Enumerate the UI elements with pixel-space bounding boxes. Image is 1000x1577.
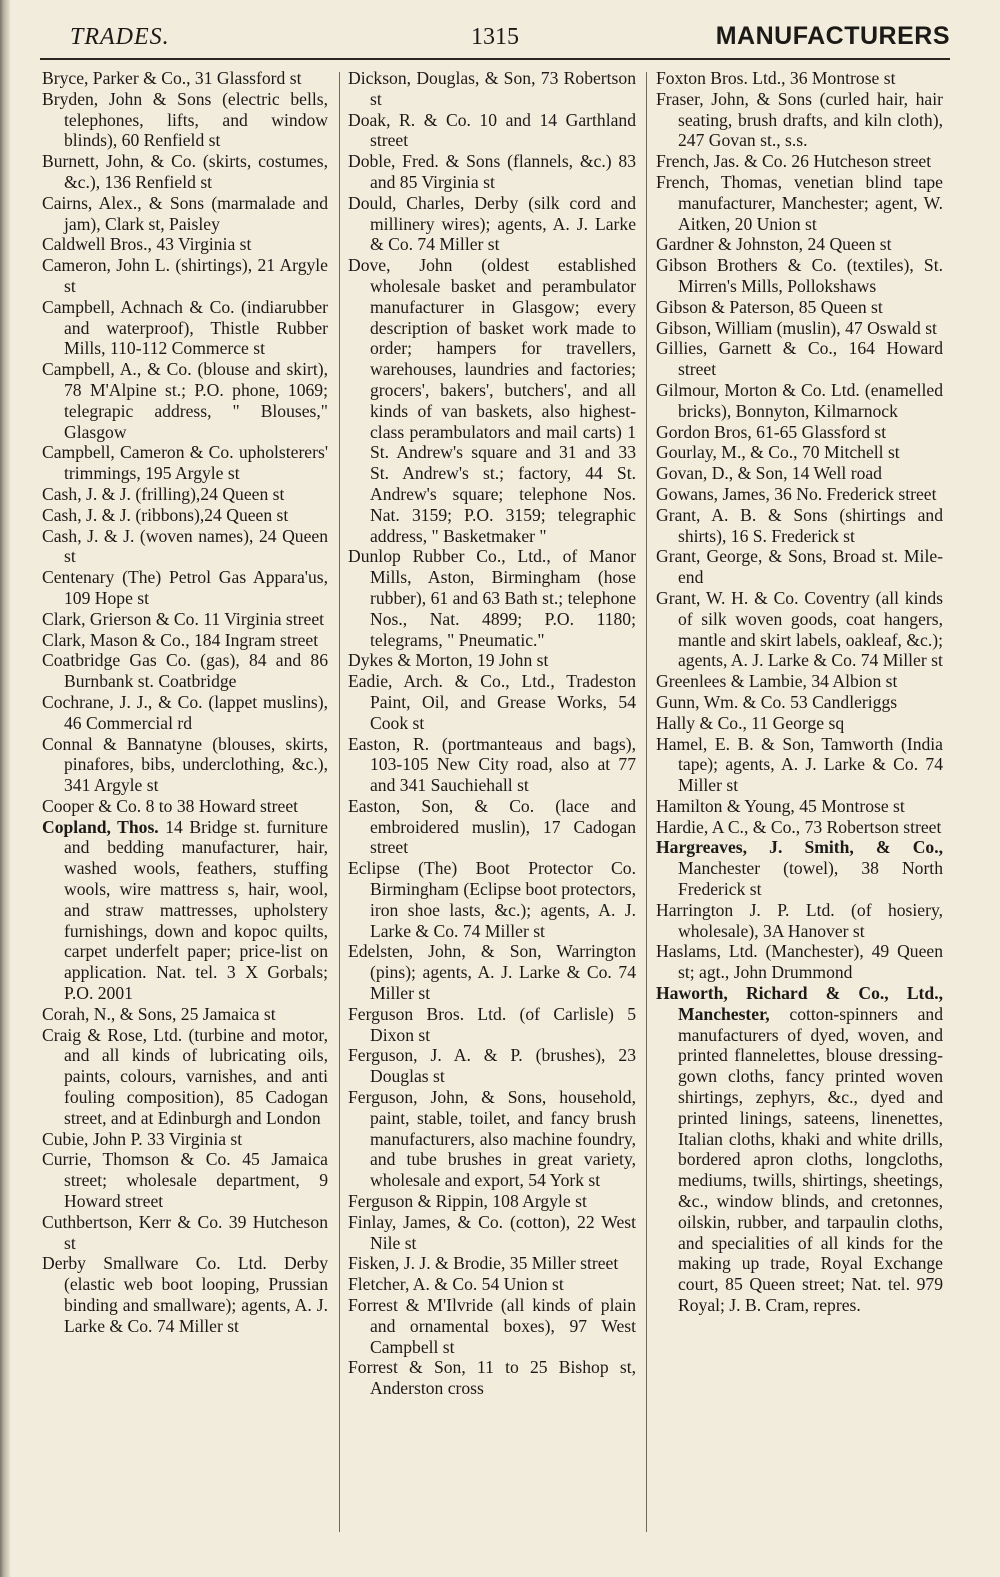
directory-entry	[348, 1357, 636, 1399]
entry-text: Craig & Rose, Ltd. (turbine and motor, and all kinds of lubricating oils, paints, colours, varnishes, and anti fouling composition), 85 Cadogan street, and at Edinburgh and London	[42, 1024, 328, 1128]
directory-column-1	[42, 68, 328, 1525]
directory-entry	[348, 734, 636, 796]
directory-entry	[348, 1212, 636, 1254]
directory-entry	[42, 1253, 328, 1336]
directory-entry	[656, 68, 943, 89]
entry-text: Cairns, Alex., & Sons (marmalade and jam), Clark st, Paisley	[42, 192, 328, 234]
entry-text: Clark, Mason & Co., 184 Ingram street	[42, 629, 319, 650]
entry-details: cotton-spinners and manufacturers of dyed, woven, and printed flannelettes, blouse dressing-gown cloths, fancy printed woven shirtings, zephyrs, &c., dyed and printed linings, sateens, linenettes, Italian cloths, khaki and white drills, bordered apron cloths, longcloths, mediums, twills, shirtings, sheetings, &c., window blinds, and cretonnes, oilskin, rubber, and tarpaulin cloths, and specialities of all kinds for the making up trade, Royal Exchange court, 85 Queen street; Nat. tel. 979 Royal; J. B. Cram, repres.	[678, 1003, 943, 1316]
directory-entry	[348, 941, 636, 1003]
entry-text: Gillies, Garnett & Co., 164 Howard street	[656, 338, 943, 380]
entry-text: Fletcher, A. & Co. 54 Union st	[348, 1274, 564, 1295]
directory-entry	[42, 567, 328, 609]
entry-text: Eclipse (The) Boot Protector Co. Birmingham (Eclipse boot protectors, iron shoe lasts, &c.); agents, A. J. Larke & Co. 74 Miller st	[348, 858, 636, 941]
directory-entry	[42, 68, 328, 89]
entry-text: Cash, J. & J. (frilling),24 Queen st	[42, 483, 285, 504]
entry-text: Hamilton & Young, 45 Montrose st	[656, 795, 905, 816]
directory-entry	[656, 151, 943, 172]
directory-entry	[42, 650, 328, 692]
entry-text: Derby Smallware Co. Ltd. Derby (elastic web boot looping, Prussian binding and smallware); agents, A. J. Larke & Co. 74 Miller st	[42, 1253, 328, 1336]
directory-entry	[42, 817, 328, 1004]
directory-entry	[42, 505, 328, 526]
entry-text: Cooper & Co. 8 to 38 Howard street	[42, 795, 299, 816]
entry-text: Caldwell Bros., 43 Virginia st	[42, 234, 252, 255]
directory-entry	[656, 817, 943, 838]
directory-entry	[656, 983, 943, 1316]
directory-entry	[42, 526, 328, 568]
entry-text: Campbell, Achnach & Co. (indiarubber and waterproof), Thistle Rubber Mills, 110-112 Commerce st	[42, 296, 328, 359]
entry-text: Fraser, John, & Sons (curled hair, hair seating, brush drafts, and kiln cloth), 247 Govan st., s.s.	[656, 88, 943, 151]
directory-entry	[656, 546, 943, 588]
directory-entry	[656, 89, 943, 151]
entry-text: Gordon Bros, 61-65 Glassford st	[656, 421, 887, 442]
entry-text: Eadie, Arch. & Co., Ltd., Tradeston Paint, Oil, and Grease Works, 54 Cook st	[348, 671, 636, 733]
directory-column-3	[656, 68, 943, 1525]
entry-text: Doble, Fred. & Sons (flannels, &c.) 83 and 85 Virginia st	[348, 151, 636, 192]
entry-text: Dould, Charles, Derby (silk cord and millinery wires); agents, A. J. Larke & Co. 74 Miller st	[348, 192, 636, 255]
entry-text: Campbell, Cameron & Co. upholsterers' trimmings, 195 Argyle st	[42, 442, 328, 484]
entry-text: Forrest & Son, 11 to 25 Bishop st, Anderston cross	[348, 1357, 636, 1399]
directory-entry	[348, 193, 636, 255]
entry-text: Corah, N., & Sons, 25 Jamaica st	[42, 1003, 276, 1024]
directory-entry	[42, 630, 328, 651]
directory-entry	[656, 692, 943, 713]
entry-text: Cubie, John P. 33 Virginia st	[42, 1128, 243, 1149]
directory-entry	[656, 297, 943, 318]
entry-text: Finlay, James, & Co. (cotton), 22 West Nile st	[348, 1211, 636, 1253]
entry-text: Gourlay, M., & Co., 70 Mitchell st	[656, 442, 900, 463]
page-number: 1315	[471, 24, 519, 50]
entry-text: Edelsten, John, & Son, Warrington (pins); agents, A. J. Larke & Co. 74 Miller st	[348, 941, 636, 1004]
entry-text: Centenary (The) Petrol Gas Appara'us, 109 Hope st	[42, 567, 328, 608]
directory-entry	[348, 68, 636, 110]
page-binding-edge	[0, 0, 10, 1577]
entry-text: Bryden, John & Sons (electric bells, telephones, lifts, and window blinds), 60 Renfield st	[42, 88, 328, 151]
entry-text: Ferguson & Rippin, 108 Argyle st	[348, 1191, 587, 1212]
entry-text: Cuthbertson, Kerr & Co. 39 Hutcheson st	[42, 1211, 328, 1253]
directory-entry	[348, 858, 636, 941]
directory-entry	[656, 941, 943, 983]
entry-name-bold: Copland, Thos.	[42, 816, 159, 837]
entry-text: Hardie, A C., & Co., 73 Robertson street	[656, 816, 942, 837]
directory-entry	[656, 172, 943, 234]
directory-entry	[42, 151, 328, 193]
entry-text: Gunn, Wm. & Co. 53 Candleriggs	[656, 691, 898, 712]
directory-entry	[348, 1087, 636, 1191]
entry-text: Forrest & M'Ilvride (all kinds of plain and ornamental boxes), 97 West Campbell st	[348, 1295, 636, 1357]
entry-text: Dykes & Morton, 19 John st	[348, 650, 549, 671]
entry-text: Grant, A. B. & Sons (shirtings and shirts), 16 S. Frederick st	[656, 504, 943, 546]
column-divider	[646, 72, 647, 1532]
directory-entry	[656, 463, 943, 484]
directory-entry	[348, 1004, 636, 1046]
directory-entry	[42, 1004, 328, 1025]
directory-entry	[42, 1129, 328, 1150]
entry-text: Gilmour, Morton & Co. Ltd. (enamelled bricks), Bonnyton, Kilmarnock	[656, 379, 943, 421]
directory-entry	[656, 505, 943, 547]
entry-text: Ferguson Bros. Ltd. (of Carlisle) 5 Dixon st	[348, 1003, 636, 1045]
directory-entry	[348, 255, 636, 546]
column-divider	[339, 72, 340, 1532]
entry-text: Gardner & Johnston, 24 Queen st	[656, 234, 892, 255]
entry-name-bold: Haworth, Richard & Co., Ltd., Manchester,	[656, 983, 943, 1024]
directory-entry	[42, 297, 328, 359]
directory-entry	[656, 796, 943, 817]
directory-entry	[348, 650, 636, 671]
entry-text: Gibson & Paterson, 85 Queen st	[656, 296, 883, 317]
entry-text: Gowans, James, 36 No. Frederick street	[656, 483, 937, 504]
running-head-left: TRADES.	[70, 24, 170, 50]
directory-entry	[42, 255, 328, 297]
directory-entry	[348, 1274, 636, 1295]
entry-text: Currie, Thomson & Co. 45 Jamaica street; wholesale department, 9 Howard street	[42, 1149, 328, 1212]
directory-entry	[656, 380, 943, 422]
entry-text: Cash, J. & J. (ribbons),24 Queen st	[42, 504, 289, 525]
entry-text: Hally & Co., 11 George sq	[656, 712, 845, 733]
directory-entry	[42, 734, 328, 796]
entry-text: Hamel, E. B. & Son, Tamworth (India tape); agents, A. J. Larke & Co. 74 Miller st	[656, 733, 943, 796]
entry-text: Grant, W. H. & Co. Coventry (all kinds of silk woven goods, coat hangers, mantle and skirt labels, oakleaf, &c.); agents, A. J. Larke & Co. 74 Miller st	[656, 587, 943, 671]
directory-entry	[42, 1149, 328, 1211]
entry-details: 14 Bridge st. furniture and bedding manufacturer, hair, washed wools, feathers, stuffing wools, wire mattress s, hair, wool, and straw mattresses, upholstery furnishings, down and kopoc quilts, carpet underfelt paper; price-list on application. Nat. tel. 3 X Gorbals; P.O. 2001	[64, 816, 328, 1004]
directory-entry	[656, 484, 943, 505]
directory-entry	[656, 588, 943, 671]
directory-entry	[348, 546, 636, 650]
directory-entry	[348, 110, 636, 152]
directory-entry	[656, 338, 943, 380]
directory-entry	[348, 671, 636, 733]
entry-text: Easton, Son, & Co. (lace and embroidered muslin), 17 Cadogan street	[348, 795, 636, 858]
entry-text: Govan, D., & Son, 14 Well road	[656, 463, 882, 484]
directory-entry	[656, 713, 943, 734]
entry-text: Haslams, Ltd. (Manchester), 49 Queen st; agt., John Drummond	[656, 941, 943, 983]
directory-entry	[656, 671, 943, 692]
entry-text: Dickson, Douglas, & Son, 73 Robertson st	[348, 68, 636, 109]
entry-text: Clark, Grierson & Co. 11 Virginia street	[42, 608, 325, 629]
directory-entry	[348, 796, 636, 858]
directory-entry	[42, 796, 328, 817]
entry-text: French, Thomas, venetian blind tape manufacturer, Manchester; agent, W. Aitken, 20 Union st	[656, 171, 943, 234]
directory-entry	[42, 193, 328, 235]
entry-text: Dove, John (oldest established wholesale basket and perambulator manufacturer in Glasgow; every description of basket work made to order; hampers for travellers, warehouses, laundries and factories; grocers', bakers', butchers', and all kinds of van baskets, also highest-class perambulators and mail carts) 1 St. Andrew's square and 31 and 33 St. Andrew's st.; factory, 44 St. Andrew's square; telephone Nos. Nat. 3159; P.O. 3159; telegraphic address, " Basketmaker "	[348, 255, 636, 546]
directory-entry	[42, 1025, 328, 1129]
directory-entry	[42, 234, 328, 255]
directory-entry	[656, 234, 943, 255]
directory-entry	[656, 442, 943, 463]
entry-text: Connal & Bannatyne (blouses, skirts, pinafores, bibs, underclothing, &c.), 341 Argyle st	[42, 733, 328, 796]
entry-text: Doak, R. & Co. 10 and 14 Garthland street	[348, 109, 636, 151]
entry-text: Ferguson, J. A. & P. (brushes), 23 Douglas st	[348, 1045, 636, 1087]
directory-entry	[656, 422, 943, 443]
directory-entry	[42, 609, 328, 630]
directory-entry	[42, 692, 328, 734]
entry-text: Cash, J. & J. (woven names), 24 Queen st	[42, 525, 328, 567]
entry-text: Coatbridge Gas Co. (gas), 84 and 86 Burnbank st. Coatbridge	[42, 650, 328, 692]
directory-entry	[348, 151, 636, 193]
entry-text: French, Jas. & Co. 26 Hutcheson street	[656, 151, 932, 172]
entry-text: Foxton Bros. Ltd., 36 Montrose st	[656, 68, 896, 88]
entry-text: Ferguson, John, & Sons, household, paint, stable, toilet, and fancy brush manufacturers, also machine foundry, and tube brushes in great variety, wholesale and export, 54 York st	[348, 1087, 636, 1191]
entry-text: Dunlop Rubber Co., Ltd., of Manor Mills, Aston, Birmingham (hose rubber), 61 and 63 Bath st.; telephone Nos., Nat. 4899; P.O. 1180; telegrams, " Pneumatic."	[348, 546, 636, 650]
entry-text: Greenlees & Lambie, 34 Albion st	[656, 671, 898, 692]
header-rule	[40, 58, 950, 60]
running-head-right: MANUFACTURERS	[715, 22, 950, 50]
directory-entry	[348, 1191, 636, 1212]
entry-details: Manchester (towel), 38 North Frederick st	[678, 858, 943, 900]
entry-text: Burnett, John, & Co. (skirts, costumes, &c.), 136 Renfield st	[42, 151, 328, 192]
entry-text: Fisken, J. J. & Brodie, 35 Miller street	[348, 1253, 619, 1274]
directory-entry	[42, 359, 328, 442]
directory-entry	[656, 734, 943, 796]
directory-entry	[656, 837, 943, 899]
entry-text: Grant, George, & Sons, Broad st. Mile-end	[656, 546, 943, 588]
entry-name-bold: Hargreaves, J. Smith, & Co.,	[656, 837, 943, 858]
entry-text: Cochrane, J. J., & Co. (lappet muslins), 46 Commercial rd	[42, 691, 328, 733]
directory-entry	[656, 900, 943, 942]
entry-text: Harrington J. P. Ltd. (of hosiery, wholesale), 3A Hanover st	[656, 899, 943, 941]
directory-entry	[42, 442, 328, 484]
entry-text: Gibson, William (muslin), 47 Oswald st	[656, 317, 937, 338]
directory-entry	[348, 1253, 636, 1274]
directory-entry	[348, 1045, 636, 1087]
directory-entry	[348, 1295, 636, 1357]
entry-text: Cameron, John L. (shirtings), 21 Argyle st	[42, 255, 328, 296]
entry-text: Easton, R. (portmanteaus and bags), 103-105 New City road, also at 77 and 341 Sauchiehall st	[348, 733, 636, 796]
directory-entry	[656, 318, 943, 339]
directory-entry	[656, 255, 943, 297]
entry-text: Bryce, Parker & Co., 31 Glassford st	[42, 68, 302, 88]
entry-text: Campbell, A., & Co. (blouse and skirt), 78 M'Alpine st.; P.O. phone, 1069; telegrapic address, " Blouses," Glasgow	[42, 359, 328, 442]
directory-entry	[42, 89, 328, 151]
entry-text: Gibson Brothers & Co. (textiles), St. Mirren's Mills, Pollokshaws	[656, 255, 943, 296]
directory-entry	[42, 1212, 328, 1254]
directory-entry	[42, 484, 328, 505]
directory-column-2	[348, 68, 636, 1525]
page-header	[40, 18, 950, 58]
